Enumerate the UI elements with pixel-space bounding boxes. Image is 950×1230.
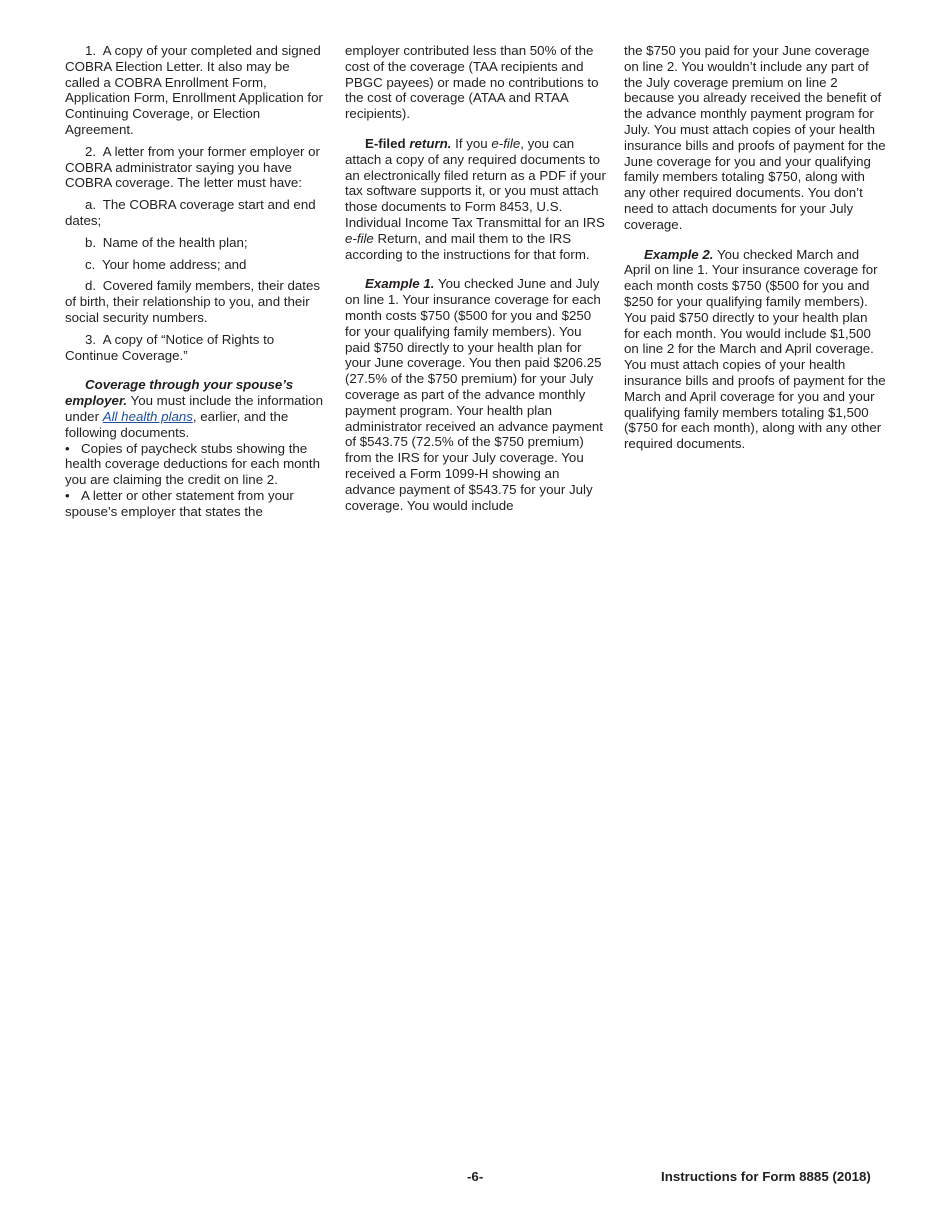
column-right	[624, 43, 886, 458]
spouse-text-pre: You must include the information under	[65, 393, 323, 424]
bullet-text-1: Copies of paycheck stubs showing the health coverage deductions for each month you are claiming the credit on line 2.	[65, 440, 321, 488]
efiled-text: , you can attach a copy of any required documents to an electronically filed return as a PDF if your tax software supports it, or you must attach those documents to Form 8453, U.S. Individual Income Tax Transmittal for an IRS	[345, 135, 606, 230]
bullet-item	[65, 488, 327, 520]
continued-example-paragraph: the $750 you paid for your June coverage on line 2. You wouldn’t include any part of the July coverage premium on line 2 because you already received the benefit of the advance monthly payment program for July. You must attach copies of your health insurance bills and proofs of payment for the June coverage for you and your qualifying family members totaling $750, along with any other required documents. You don’t need to attach documents for your July coverage.	[624, 43, 886, 232]
efiled-heading-2: return.	[409, 135, 452, 151]
item-3: 3. A copy of “Notice of Rights to Continue Coverage.”	[65, 331, 275, 363]
item-2a: a. The COBRA coverage start and end dates;	[65, 197, 316, 228]
column-middle	[345, 43, 607, 519]
bullet-item	[65, 441, 327, 488]
column-left	[65, 43, 327, 520]
efile-term: e-file	[491, 135, 521, 151]
example-1-text: You checked June and July on line 1. Your insurance coverage for each month costs $750 ($500 for you and $250 for your qualifying family members). You paid $750 directly to your health plan for your June coverage. You then paid $206.25 (27.5% of the $750 premium) for your July coverage as part of the advance monthly payment program. Your health plan administrator received an advance payment of $543.75 (72.5% of the $750 premium) from the IRS for your July coverage. You received a Form 1099-H showing an advance payment of $543.75 for your July coverage. You would include	[345, 276, 603, 513]
item-2c: c. Your home address; and	[85, 256, 247, 272]
efiled-paragraph	[345, 136, 607, 262]
spouse-paragraph	[65, 377, 327, 440]
example-2-text: You checked March and April on line 1. Your insurance coverage for each month costs $750 ($500 for you and $250 for your qualifying family members). You paid $750 directly to your health plan for each month. You would include $1,500 on line 2 for the March and April coverage. You must attach copies of your health insurance bills and proofs of payment for the March and April coverage for you and your qualifying family members totaling $1,500 ($750 for each month), along with any other required documents.	[624, 246, 886, 452]
document-title: Instructions for Form 8885 (2018)	[661, 1169, 871, 1184]
example-2-paragraph	[624, 247, 886, 452]
continued-paragraph: employer contributed less than 50% of the cost of the coverage (TAA recipients and PBGC payees) or made no contributions to the cost of coverage (ATAA and RTAA recipients).	[345, 43, 599, 122]
item-2: 2. A letter from your former employer or COBRA administrator saying you have COBRA coverage. The letter must have:	[65, 143, 320, 191]
efiled-text: Return, and mail them to the IRS according to the instructions for that form.	[345, 230, 590, 262]
item-2b: b. Name of the health plan;	[85, 234, 248, 250]
example-1-paragraph	[345, 276, 607, 513]
efile-term: e-file	[345, 230, 374, 246]
example-1-heading: Example 1.	[365, 276, 435, 292]
spouse-heading: Coverage through your spouse’s employer.	[65, 377, 294, 409]
bullet-icon: •	[65, 487, 70, 503]
example-2-heading: Example 2.	[644, 246, 714, 262]
bullet-icon: •	[65, 440, 70, 456]
spouse-text-post: , earlier, and the following documents.	[65, 408, 289, 440]
all-health-plans-link[interactable]: All health plans	[102, 408, 193, 424]
efiled-text: If you	[451, 135, 492, 151]
page-number: -6-	[467, 1169, 484, 1184]
bullet-text-2: A letter or other statement from your spouse’s employer that states the	[65, 487, 294, 519]
item-2d: d. Covered family members, their dates of birth, their relationship to you, and their social security numbers.	[65, 278, 321, 325]
item-1: 1. A copy of your completed and signed COBRA Election Letter. It also may be called a COBRA Enrollment Form, Application Form, Enrollment Application for Continuing Coverage, or Election Agreement.	[65, 43, 323, 137]
efiled-heading-1: E-filed	[365, 135, 406, 151]
